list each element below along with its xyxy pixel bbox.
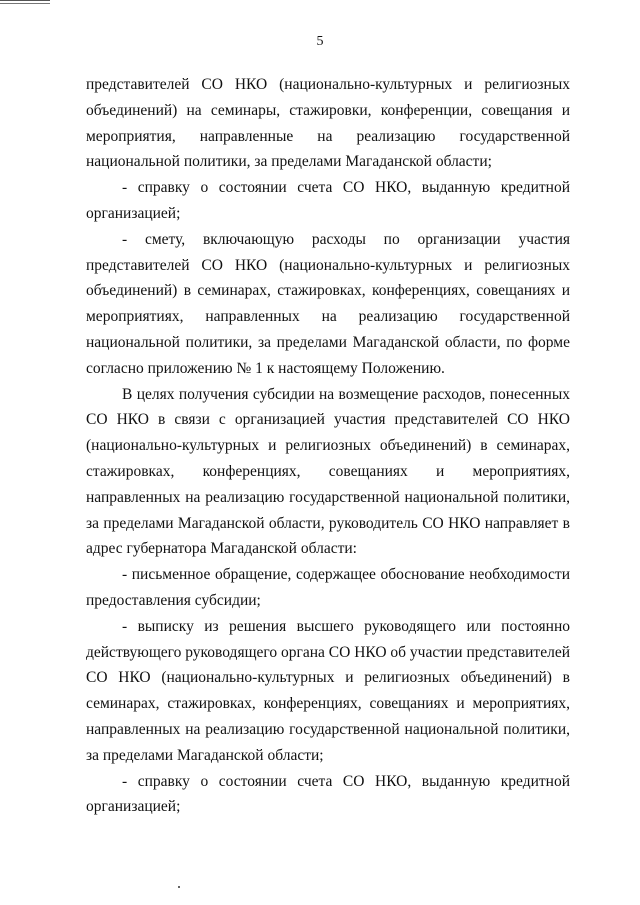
list-item-cost-estimate: - смету, включающую расходы по организации участия представителей СО НКО (национально-культурных и религиозных объединений) в семинарах, стажировках, конференциях, совещаниях и мероприятиях, направленных на реализацию государственной национальной политики, за пределами Магаданской области, по форме согласно приложению № 1 к настоящему Положению. (86, 230, 570, 377)
paragraph-continuation: представителей СО НКО (национально-культурных и религиозных объединений) на семинары, стажировки, конференции, совещания и мероприятия, направленные на реализацию государственной национальной политики, за пределами Магаданской области; (86, 76, 570, 171)
scan-speck (178, 886, 180, 888)
document-body (86, 72, 570, 820)
paragraph-reimbursement-intro: В целях получения субсидии на возмещение расходов, понесенных СО НКО в связи с организацией участия представителей СО НКО (национально-культурных и религиозных объединений) в семинарах, стажировках, конференциях, совещаниях и мероприятиях, направленных на реализацию государственной национальной политики, за пределами Магаданской области, руководитель СО НКО направляет в адрес губернатора Магаданской области: (86, 385, 570, 558)
scan-corner-mark (0, 0, 50, 4)
page-number: 5 (316, 34, 324, 49)
list-item-account-statement: - справку о состоянии счета СО НКО, выданную кредитной организацией; (86, 179, 570, 222)
list-item-decision-extract: - выписку из решения высшего руководящего или постоянно действующего руководящего органа СО НКО об участии представителей СО НКО (национально-культурных и религиозных объединений) в семинарах, стажировках, конференциях, совещаниях и мероприятиях, направленных на реализацию государственной национальной политики, за пределами Магаданской области; (86, 617, 570, 764)
list-item-written-request: - письменное обращение, содержащее обоснование необходимости предоставления субсидии; (86, 566, 570, 609)
list-item-account-statement-2: - справку о состоянии счета СО НКО, выданную кредитной организацией; (86, 772, 570, 816)
